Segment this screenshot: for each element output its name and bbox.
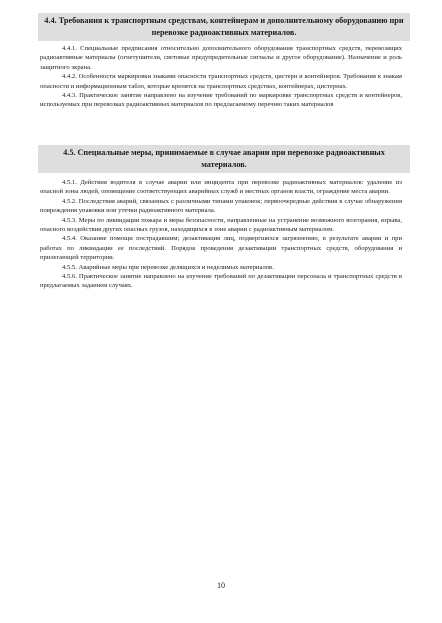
paragraph-4-5-1: 4.5.1. Действия водителя в случае аварии или инцидента при перевозке радиоактивных материалов: удаление из опасной зоны людей, оповещение соответствующих аварийных служб и местных органов власти, ограждение места аварии. <box>40 179 402 196</box>
paragraph-4-4-3: 4.4.3. Практическое занятие направлено на изучение требований по маркировке транспортных средств и контейнеров, используемых при перевозках радиоактивных материалов по предлагаемому перечню таких материалов <box>40 92 402 109</box>
page-number: 10 <box>217 581 225 590</box>
paragraph-4-4-1: 4.4.1. Специальные предписания относительно дополнительного оборудования транспортных средств, перевозящих радиоактивные материалы (огнетушители, световые предупредительные сигналы и другое оборудование). Назначение и роль защитного экрана. <box>40 45 402 71</box>
paragraph-4-5-6: 4.5.6. Практическое занятие направлено на изучение требований по дезактивации персонала и транспортных средств в предлагаемых заданием случаях. <box>40 273 402 290</box>
section-heading-4-4: 4.4. Требования к транспортным средствам, контейнерам и дополнительному оборудованию при перевозке радиоактивных материалов. <box>38 13 410 41</box>
section-heading-4-5: 4.5. Специальные меры, принимаемые в случае аварии при перевозке радиоактивных материалов. <box>38 145 410 173</box>
paragraph-4-5-5: 4.5.5. Аварийные меры при перевозке делящихся и неделимых материалов. <box>62 263 274 271</box>
paragraph-4-5-4: 4.5.4. Оказание помощи пострадавшим; дезактивация лиц, подвергшихся загрязнению, в результате аварии и при работах по ликвидации ее последствий. Порядок проведения дезактивации транспортных средств, оборудования и прилегающей территории. <box>40 235 402 262</box>
section-body-4-5 <box>40 178 402 291</box>
paragraph-4-5-2: 4.5.2. Последствия аварий, связанных с различными типами упаковок; первоочередные действия в случае обнаружения повреждения упаковки или утечки радиоактивного материала. <box>40 197 402 215</box>
paragraph-4-4-2: 4.4.2. Особенности маркировки знаками опасности транспортных средств, цистерн и контейнеров. Требования к знакам опасности и информационным табло, которые крепятся на транспортных средствах, контейнерах, цистернах. <box>40 73 402 90</box>
paragraph-4-5-3: 4.5.3. Меры по ликвидации пожара и меры безопасности, направленные на устранение возможного возгорания, взрыва, опасного воздействия других опасных грузов, находящихся в зоне аварии с радиоактивным материалом. <box>40 216 402 234</box>
section-body-4-4 <box>40 44 402 110</box>
